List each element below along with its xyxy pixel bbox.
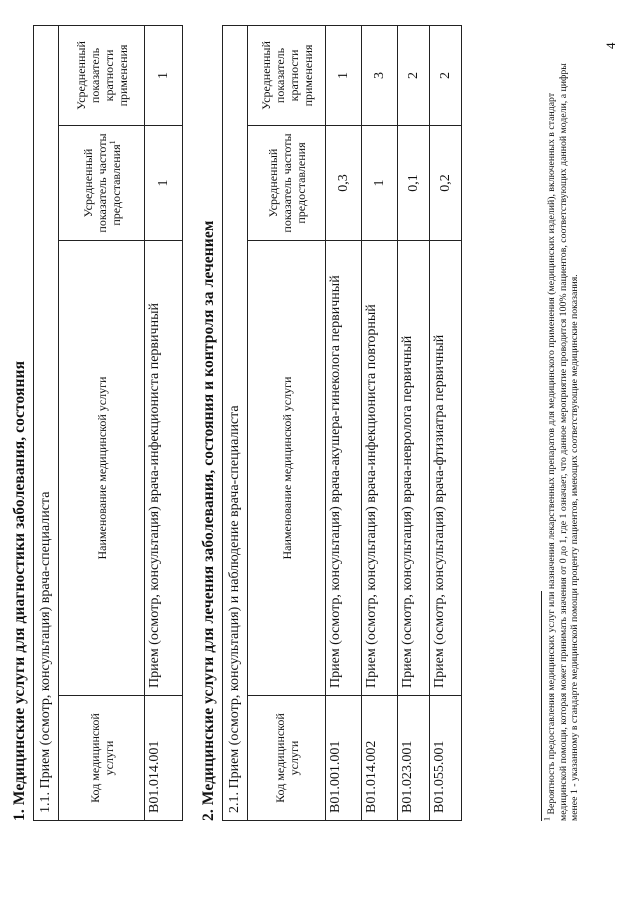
header-code: Код медицинской услуги: [248, 696, 326, 821]
table-row: [430, 25, 462, 820]
section-1-table: [33, 25, 183, 821]
service-multiplicity: 2: [430, 25, 462, 125]
service-multiplicity: 1: [326, 25, 362, 125]
service-frequency: 0,1: [398, 126, 430, 241]
service-code: B01.014.001: [145, 696, 183, 821]
section-2-table: [222, 25, 462, 821]
service-frequency: 0,2: [430, 126, 462, 241]
table-row: [362, 25, 398, 820]
service-frequency: 0,3: [326, 126, 362, 241]
service-multiplicity: 1: [145, 25, 183, 125]
table-row: [398, 25, 430, 820]
header-multiplicity: Усредненный показатель кратности применения: [248, 25, 326, 125]
table-row: [326, 25, 362, 820]
section-2-title: 2. Медицинские услуги для лечения заболевания, состояния и контроля за лечением: [200, 220, 217, 821]
header-code: Код медицинской услуги: [59, 696, 145, 821]
service-multiplicity: 2: [398, 25, 430, 125]
header-multiplicity: Усредненный показатель кратности применения: [59, 25, 145, 125]
service-code: B01.023.001: [398, 696, 430, 821]
subsection-1-1-caption: 1.1. Прием (осмотр, консультация) врача-специалиста: [34, 25, 59, 820]
footnote-mark: 1: [542, 817, 552, 821]
service-name: Прием (осмотр, консультация) врача-невролога первичный: [398, 241, 430, 696]
footnote-text: Вероятность предоставления медицинских услуг или назначения лекарственных препаратов для медицинского применения (медицинских изделий), включенных в стандарт медицинской помощи, которая может принимать значения от 0 до 1, где 1 означает, что данное мероприятие проводится 100% пациентов, соответствующих данной модели, а цифры менее 1 - указанному в стандарте медицинской помощи проценту пациентов, имеющих соответствующие медицинские показания.: [546, 63, 580, 821]
header-frequency: Усредненный показатель частоты предоставления: [248, 126, 326, 241]
header-frequency: Усредненный показатель частоты предоставления$^1$: [59, 126, 145, 241]
footnote-mark: 1: [107, 140, 117, 145]
service-code: B01.014.002: [362, 696, 398, 821]
service-name: Прием (осмотр, консультация) врача-инфекциониста повторный: [362, 241, 398, 696]
service-name: Прием (осмотр, консультация) врача-акушера-гинеколога первичный: [326, 241, 362, 696]
service-name: Прием (осмотр, консультация) врача-инфекциониста первичный: [145, 241, 183, 696]
service-frequency: 1: [145, 126, 183, 241]
header-name: Наименование медицинской услуги: [59, 241, 145, 696]
service-frequency: 1: [362, 126, 398, 241]
service-code: B01.001.001: [326, 696, 362, 821]
subsection-2-1-caption: 2.1. Прием (осмотр, консультация) и наблюдение врача-специалиста: [223, 25, 248, 820]
footnote-separator: [541, 591, 542, 821]
service-code: B01.055.001: [430, 696, 462, 821]
section-1-title: 1. Медицинские услуги для диагностики заболевания, состояния: [11, 360, 28, 821]
table-row: [145, 25, 183, 820]
header-name: Наименование медицинской услуги: [248, 241, 326, 696]
footnote: [542, 61, 581, 821]
service-name: Прием (осмотр, консультация) врача-фтизиатра первичный: [430, 241, 462, 696]
page-number: 4: [603, 42, 618, 49]
service-multiplicity: 3: [362, 25, 398, 125]
